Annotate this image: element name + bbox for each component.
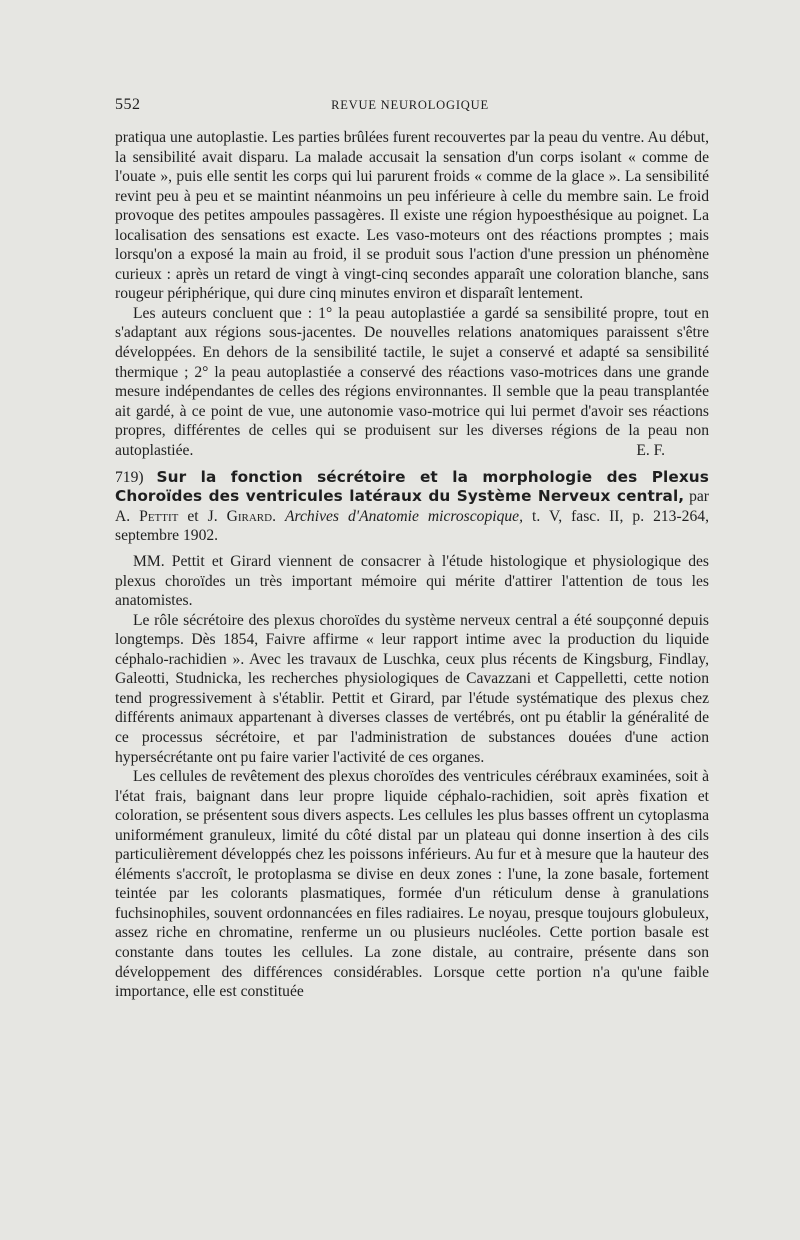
review2-paragraph-3: Les cellules de revêtement des plexus choroïdes des ventricules cérébraux examinées, soit à l'état frais, baignant dans leur propre liquide céphalo-rachidien, soit après fixation et coloration, se présentent sous divers aspects. Les cellules les plus basses offrent un cytoplasma uniformément granuleux, limité du côté distal par un plateau qui donne insertion à des cils particulièrement développés chez les poissons inférieurs. Au fur et à mesure que la hauteur des éléments s'accroît, le protoplasma se divise en deux zones : l'une, la zone basale, fortement teintée par les colorants plasmatiques, formée d'un réticulum dense à granulations fuchsinophiles, souvent ordonnancées en files radiaires. Le noyau, presque toujours globuleux, assez riche en chromatine, renferme un ou plusieurs nucléoles. Cette portion basale est constante dans toutes les cellules. La zone distale, au contraire, présente dans son développement des différences considérables. Lorsque cette portion n'a qu'une faible importance, elle est constituée [115, 768, 709, 1001]
article-heading [115, 468, 709, 546]
article-author-2: J. Girard. [207, 507, 276, 525]
running-head: REVUE NEUROLOGIQUE [331, 98, 489, 112]
article-journal: Archives d'Anatomie microscopique, [285, 507, 524, 525]
article-par: par [689, 488, 709, 506]
review1-paragraph-2: Les auteurs concluent que : 1° la peau autoplastiée a gardé sa sensibilité propre, tout en s'adaptant aux régions sous-jacentes. De nouvelles relations anatomiques paraissent s'être développées. En dehors de la sensibilité tactile, le sujet a conservé et adapté sa sensibilité thermique ; 2° la peau autoplastiée a conservé des réactions vaso-motrices dans une grande mesure indépendantes de celles des régions environnantes. Il semble que la peau transplantée ait gardé, à ce point de vue, une autonomie vaso-motrice qui lui permet d'avoir ses réactions propres, différentes de celles qui se produisent sur les diverses régions de la peau non autoplastiée. [115, 304, 709, 459]
review2-paragraph-2: Le rôle sécrétoire des plexus choroïdes du système nerveux central a été soupçonné depuis longtemps. Dès 1854, Faivre affirme « leur rapport intime avec la production du liquide céphalo-rachidien ». Avec les travaux de Luschka, ceux plus récents de Kingsburg, Findlay, Galeotti, Studnicka, les recherches physiologiques de Cavazzani et Cappelletti, cette notion tend progressivement à s'établir. Pettit et Girard, par l'étude systématique des plexus chez différents animaux appartenant à diverses classes de vertébrés, ont pu établir la généralité de ce processus sécrétoire, et par l'administration de substances douées d'une action hypersécrétante ont pu faire varier l'activité de ces organes. [115, 611, 709, 766]
article-citation: t. V, fasc. II, p. 213-264, septembre 1902. [115, 507, 709, 545]
review2-paragraph-1: MM. Pettit et Girard viennent de consacrer à l'étude histologique et physiologique des plexus choroïdes un très important mémoire qui mérite d'attirer l'attention de tous les anatomistes. [115, 553, 709, 610]
article-title: Sur la fonction sécrétoire et la morphologie des Plexus Choroïdes des ventricules latéraux du Système Nerveux central, [115, 467, 709, 506]
page-header [115, 96, 705, 120]
article-author-1: A. Pettit [115, 507, 179, 525]
article-et: et [187, 507, 199, 525]
article-number: 719) [115, 468, 144, 486]
review1-paragraph-1: pratiqua une autoplastie. Les parties brûlées furent recouvertes par la peau du ventre. Au début, la sensibilité avait disparu. La malade accusait la sensation d'un corps isolant « comme de l'ouate », puis elle sentit les corps qui lui parurent froids « comme de la glace ». La sensibilité revint peu à peu et se maintint néanmoins un peu inférieure à celle du membre sain. Le froid provoque des petites ampoules passagères. Il existe une région hypoesthésique au poignet. La localisation des sensations est exacte. Les vaso-moteurs ont des réactions promptes ; mais lorsqu'on a exposé la main au froid, il se produit sous l'action d'une pression un phénomène curieux : après un retard de vingt à vingt-cinq secondes apparaît une coloration blanche, sans rougeur périphérique, qui dure cinq minutes environ et disparaît lentement. [115, 129, 709, 303]
body-text [115, 128, 709, 1002]
review1-signature: E. F. [636, 442, 665, 460]
page-number: 552 [115, 96, 141, 113]
